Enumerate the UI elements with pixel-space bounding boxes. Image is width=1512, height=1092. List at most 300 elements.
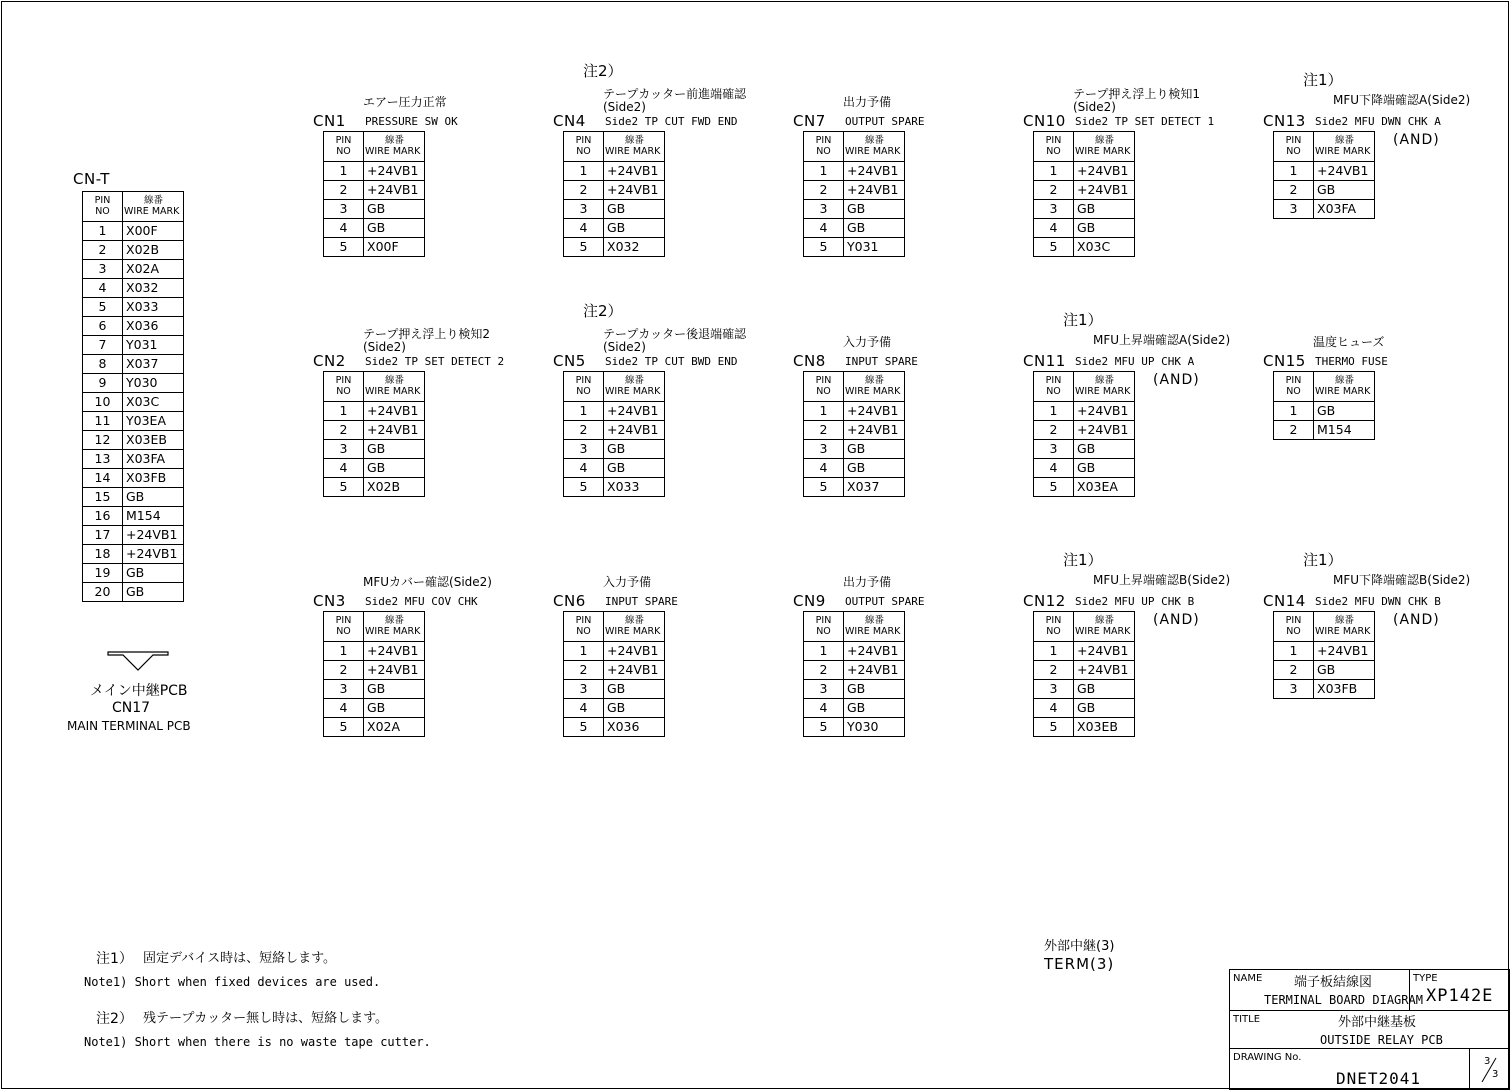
- table-row: [83, 431, 184, 450]
- pin-table: [323, 611, 425, 737]
- table-row: [804, 699, 905, 718]
- pin-table: [803, 131, 905, 257]
- pin-number: 2: [564, 661, 604, 680]
- connector-title-jp: テープカッター前進端確認: [603, 87, 747, 101]
- wire-mark: GB: [1314, 661, 1375, 680]
- table-row: [804, 459, 905, 478]
- term-en: TERM(3): [1044, 955, 1115, 973]
- pin-table: [1273, 611, 1375, 699]
- wire-mark: +24VB1: [1074, 642, 1135, 661]
- wire-mark: GB: [1314, 181, 1375, 200]
- table-row: [83, 298, 184, 317]
- connector-title-jp: 入力予備: [603, 575, 652, 589]
- wire-mark-header-jp: 線番: [1094, 614, 1114, 626]
- connector-title-jp: 出力予備: [843, 95, 892, 109]
- pin-number: 4: [324, 459, 364, 478]
- connector-title-en: PRESSURE SW OK: [365, 115, 458, 128]
- wire-mark-header-en: WIRE MARK: [605, 385, 661, 397]
- table-row: [324, 162, 425, 181]
- table-row: [83, 317, 184, 336]
- term-jp: 外部中継(3): [1044, 939, 1115, 954]
- connector-title-en: Side2 TP SET DETECT 1: [1075, 115, 1215, 128]
- note1-en: Note1) Short when fixed devices are used.: [84, 975, 381, 989]
- table-row: [1034, 181, 1135, 200]
- wire-mark-header: [604, 372, 665, 402]
- pin-table: [1033, 611, 1135, 737]
- pin-number: 2: [324, 181, 364, 200]
- table-row: [1034, 421, 1135, 440]
- wire-mark: X036: [604, 718, 665, 737]
- pin-number: 15: [83, 488, 123, 507]
- table-header: [804, 372, 905, 402]
- wire-mark: GB: [844, 219, 905, 238]
- table-row: [324, 699, 425, 718]
- pin-no-header: PIN NO: [804, 132, 844, 162]
- title-block: [1229, 969, 1510, 1090]
- wire-mark: X00F: [364, 238, 425, 257]
- connector-id: CN3: [313, 592, 346, 610]
- pin-no-header: PIN NO: [804, 612, 844, 642]
- connector-id: CN1: [313, 112, 346, 130]
- pin-number: 2: [804, 421, 844, 440]
- and-label: (AND): [1393, 612, 1440, 628]
- wire-mark: X03FB: [123, 469, 184, 488]
- pin-number: 9: [83, 374, 123, 393]
- note-mark: 注1）: [1063, 551, 1103, 569]
- table-row: [83, 241, 184, 260]
- pin-number: 3: [564, 440, 604, 459]
- pin-number: 19: [83, 564, 123, 583]
- pin-number: 3: [83, 260, 123, 279]
- table-row: [564, 440, 665, 459]
- pin-number: 1: [564, 162, 604, 181]
- wire-mark: GB: [364, 699, 425, 718]
- cn-t-dest-en: MAIN TERMINAL PCB: [67, 719, 191, 733]
- pin-number: 3: [804, 680, 844, 699]
- pin-no-header: PIN NO: [564, 132, 604, 162]
- wire-mark-header-en: WIRE MARK: [365, 385, 421, 397]
- pin-number: 2: [564, 421, 604, 440]
- pin-table: [803, 371, 905, 497]
- connector-id: CN6: [553, 592, 586, 610]
- wire-mark-header-en: WIRE MARK: [1315, 145, 1371, 157]
- and-label: (AND): [1153, 612, 1200, 628]
- wire-mark: GB: [1074, 680, 1135, 699]
- table-row: [83, 393, 184, 412]
- pin-number: 20: [83, 583, 123, 602]
- pin-number: 4: [324, 219, 364, 238]
- pin-number: 17: [83, 526, 123, 545]
- wire-mark-header-en: WIRE MARK: [1315, 625, 1371, 637]
- wire-mark: GB: [844, 680, 905, 699]
- wire-mark-header-en: WIRE MARK: [124, 205, 180, 217]
- connector-id: CN2: [313, 352, 346, 370]
- pin-number: 2: [1034, 181, 1074, 200]
- wire-mark: +24VB1: [844, 661, 905, 680]
- type-value: XP142E: [1426, 986, 1494, 1006]
- connector-id: CN12: [1023, 592, 1066, 610]
- table-header: [324, 132, 425, 162]
- wire-mark-header: [364, 612, 425, 642]
- pin-number: 1: [324, 642, 364, 661]
- connector-id: CN7: [793, 112, 826, 130]
- pin-number: 4: [324, 699, 364, 718]
- table-row: [324, 440, 425, 459]
- table-header: [1034, 372, 1135, 402]
- pin-number: 5: [1034, 718, 1074, 737]
- wire-mark: +24VB1: [1074, 181, 1135, 200]
- pin-table: [323, 131, 425, 257]
- connector-title-en: Side2 TP CUT BWD END: [605, 355, 738, 368]
- table-row: [564, 699, 665, 718]
- table-row: [564, 181, 665, 200]
- wire-mark: GB: [1074, 440, 1135, 459]
- table-row: [564, 421, 665, 440]
- table-row: [564, 478, 665, 497]
- wire-mark: +24VB1: [1314, 162, 1375, 181]
- pin-number: 7: [83, 336, 123, 355]
- pin-no-header: PIN NO: [564, 372, 604, 402]
- table-row: [564, 642, 665, 661]
- wire-mark: +24VB1: [844, 402, 905, 421]
- pin-number: 1: [804, 402, 844, 421]
- connector-title-jp: 温度ヒューズ: [1313, 335, 1385, 349]
- wire-mark-header-en: WIRE MARK: [845, 145, 901, 157]
- table-row: [83, 488, 184, 507]
- wire-mark-header: [1074, 132, 1135, 162]
- pin-table: [803, 611, 905, 737]
- pin-number: 5: [324, 718, 364, 737]
- drawing-value: DNET2041: [1336, 1069, 1422, 1088]
- wire-mark-header-en: WIRE MARK: [365, 145, 421, 157]
- wire-mark: X03FA: [1314, 200, 1375, 219]
- connector-title-en: Side2 MFU UP CHK A: [1075, 355, 1195, 368]
- wire-mark: GB: [1074, 219, 1135, 238]
- pin-number: 1: [324, 402, 364, 421]
- table-row: [564, 661, 665, 680]
- pin-number: 3: [324, 200, 364, 219]
- wire-mark: X037: [844, 478, 905, 497]
- wire-mark: M154: [1314, 421, 1375, 440]
- note2-en: Note1) Short when there is no waste tape cutter.: [84, 1035, 431, 1049]
- table-row: [1034, 219, 1135, 238]
- pin-number: 2: [564, 181, 604, 200]
- table-row: [83, 355, 184, 374]
- connector-title-en: OUTPUT SPARE: [845, 595, 925, 608]
- table-row: [1034, 200, 1135, 219]
- wire-mark: GB: [364, 680, 425, 699]
- title-en: OUTSIDE RELAY PCB: [1320, 1033, 1443, 1047]
- pin-number: 5: [1034, 238, 1074, 257]
- wire-mark-header-jp: 線番: [624, 374, 644, 386]
- pin-number: 1: [1274, 642, 1314, 661]
- note2-jp: 残テープカッター無し時は、短絡します。: [143, 1011, 389, 1026]
- wire-mark: X037: [123, 355, 184, 374]
- table-row: [83, 545, 184, 564]
- wire-mark-header-jp: 線番: [864, 374, 884, 386]
- table-row: [804, 642, 905, 661]
- pin-number: 3: [1274, 200, 1314, 219]
- wire-mark: X03C: [1074, 238, 1135, 257]
- wire-mark-header-en: WIRE MARK: [1075, 145, 1131, 157]
- connector-title-jp: MFU上昇端確認B(Side2): [1093, 573, 1231, 587]
- connector-title-jp: MFU上昇端確認A(Side2): [1093, 333, 1231, 347]
- note-mark: 注2）: [583, 302, 623, 320]
- pin-table: [1273, 131, 1375, 219]
- table-row: [1034, 459, 1135, 478]
- wire-mark-header-jp: 線番: [1334, 614, 1354, 626]
- table-row: [1274, 642, 1375, 661]
- pin-number: 4: [804, 219, 844, 238]
- title-label: TITLE: [1233, 1014, 1261, 1025]
- table-row: [324, 661, 425, 680]
- wire-mark: X00F: [123, 222, 184, 241]
- table-row: [564, 459, 665, 478]
- connector-title-en: Side2 MFU UP CHK B: [1075, 595, 1195, 608]
- connector-id: CN14: [1263, 592, 1306, 610]
- table-row: [1274, 181, 1375, 200]
- table-row: [83, 336, 184, 355]
- table-row: [1274, 402, 1375, 421]
- wire-mark-header-en: WIRE MARK: [845, 385, 901, 397]
- wire-mark-header: [844, 132, 905, 162]
- connector-title-en: INPUT SPARE: [605, 595, 678, 608]
- table-row: [564, 219, 665, 238]
- wire-mark-header-jp: 線番: [624, 134, 644, 146]
- connector-title-en: INPUT SPARE: [845, 355, 918, 368]
- and-label: (AND): [1153, 372, 1200, 388]
- table-row: [1034, 699, 1135, 718]
- table-row: [1274, 680, 1375, 699]
- table-header: [1274, 132, 1375, 162]
- table-row: [804, 421, 905, 440]
- table-row: [83, 412, 184, 431]
- table-row: [804, 219, 905, 238]
- wire-mark-header-en: WIRE MARK: [605, 625, 661, 637]
- table-header: [1034, 612, 1135, 642]
- wire-mark-header: [1314, 372, 1375, 402]
- wire-mark: Y030: [123, 374, 184, 393]
- table-row: [564, 718, 665, 737]
- pin-number: 18: [83, 545, 123, 564]
- table-row: [324, 421, 425, 440]
- connector-title-jp: MFU下降端確認A(Side2): [1333, 93, 1471, 107]
- pin-table: [563, 611, 665, 737]
- table-row: [1274, 421, 1375, 440]
- wire-mark: GB: [1074, 459, 1135, 478]
- pin-no-header: PIN NO: [1274, 372, 1314, 402]
- pin-no-header: PIN NO: [324, 372, 364, 402]
- pin-number: 1: [1274, 402, 1314, 421]
- table-header: [804, 132, 905, 162]
- wire-mark: Y031: [844, 238, 905, 257]
- pin-number: 1: [564, 402, 604, 421]
- pin-number: 2: [1274, 661, 1314, 680]
- wire-mark: +24VB1: [123, 526, 184, 545]
- wire-mark-header: [604, 132, 665, 162]
- table-row: [1274, 200, 1375, 219]
- connector-side: (Side2): [1073, 100, 1116, 114]
- pin-number: 2: [1034, 421, 1074, 440]
- pin-number: 3: [564, 680, 604, 699]
- note-mark: 注1）: [1303, 551, 1343, 569]
- pin-no-header: PIN NO: [1034, 372, 1074, 402]
- wire-mark: +24VB1: [844, 642, 905, 661]
- table-row: [564, 680, 665, 699]
- wire-mark-header: [844, 612, 905, 642]
- table-row: [1274, 661, 1375, 680]
- pin-number: 6: [83, 317, 123, 336]
- wire-mark-header: [1074, 612, 1135, 642]
- wire-mark: GB: [604, 440, 665, 459]
- wire-mark: X03EB: [1074, 718, 1135, 737]
- pin-number: 1: [1034, 162, 1074, 181]
- table-row: [804, 440, 905, 459]
- connector-title-jp: テープ押え浮上り検知2: [363, 327, 491, 341]
- wire-mark: GB: [844, 440, 905, 459]
- connector-title-en: Side2 MFU DWN CHK B: [1315, 595, 1441, 608]
- table-row: [324, 680, 425, 699]
- pin-number: 1: [324, 162, 364, 181]
- wire-mark: +24VB1: [604, 162, 665, 181]
- pin-number: 5: [324, 238, 364, 257]
- table-row: [324, 402, 425, 421]
- table-row: [1034, 440, 1135, 459]
- connector-title-jp: エアー圧力正常: [363, 95, 447, 109]
- wire-mark: X036: [123, 317, 184, 336]
- connector-title-jp: 入力予備: [843, 335, 892, 349]
- connector-id: CN4: [553, 112, 586, 130]
- pin-number: 5: [1034, 478, 1074, 497]
- wire-mark: +24VB1: [364, 661, 425, 680]
- wire-mark: +24VB1: [364, 162, 425, 181]
- wire-mark: X033: [123, 298, 184, 317]
- pin-number: 1: [804, 642, 844, 661]
- table-header: [1274, 372, 1375, 402]
- wire-mark: X03EB: [123, 431, 184, 450]
- wire-mark-header: [1314, 132, 1375, 162]
- connector-title-en: Side2 TP CUT FWD END: [605, 115, 738, 128]
- wire-mark: +24VB1: [604, 642, 665, 661]
- note-mark: 注1）: [1303, 71, 1343, 89]
- name-label: NAME: [1233, 973, 1263, 984]
- table-row: [324, 478, 425, 497]
- wire-mark: Y031: [123, 336, 184, 355]
- pin-no-header: PIN NO: [1274, 132, 1314, 162]
- pin-number: 2: [324, 661, 364, 680]
- down-arrow-icon: [105, 650, 171, 672]
- wire-mark: GB: [1314, 402, 1375, 421]
- pin-number: 1: [804, 162, 844, 181]
- table-row: [1034, 661, 1135, 680]
- and-label: (AND): [1393, 132, 1440, 148]
- connector-title-jp: 出力予備: [843, 575, 892, 589]
- wire-mark: GB: [364, 200, 425, 219]
- wire-mark: +24VB1: [604, 421, 665, 440]
- wire-mark: +24VB1: [1074, 402, 1135, 421]
- pin-number: 3: [324, 680, 364, 699]
- table-row: [83, 583, 184, 602]
- connector-id: CN8: [793, 352, 826, 370]
- pin-table: [563, 131, 665, 257]
- wire-mark: +24VB1: [844, 421, 905, 440]
- pin-table: [1033, 131, 1135, 257]
- wire-mark: GB: [1074, 699, 1135, 718]
- pin-number: 5: [804, 478, 844, 497]
- table-row: [324, 219, 425, 238]
- connector-title-en: Side2 MFU DWN CHK A: [1315, 115, 1441, 128]
- table-row: [83, 507, 184, 526]
- pin-table: [1033, 371, 1135, 497]
- pin-no-header: PIN NO: [804, 372, 844, 402]
- wire-mark-header: [1314, 612, 1375, 642]
- wire-mark: +24VB1: [1074, 661, 1135, 680]
- table-row: [324, 642, 425, 661]
- table-row: [564, 200, 665, 219]
- wire-mark: GB: [364, 219, 425, 238]
- pin-no-header: PIN NO: [83, 192, 123, 222]
- wire-mark: +24VB1: [364, 642, 425, 661]
- pin-number: 3: [804, 440, 844, 459]
- table-row: [324, 238, 425, 257]
- wire-mark: GB: [604, 699, 665, 718]
- wire-mark-header-jp: 線番: [624, 614, 644, 626]
- wire-mark-header-jp: 線番: [384, 134, 404, 146]
- table-row: [804, 162, 905, 181]
- pin-number: 8: [83, 355, 123, 374]
- wire-mark: X03EA: [1074, 478, 1135, 497]
- wire-mark: X033: [604, 478, 665, 497]
- wire-mark: +24VB1: [844, 181, 905, 200]
- pin-number: 5: [324, 478, 364, 497]
- connector-title-jp: テープカッター後退端確認: [603, 327, 747, 341]
- wire-mark-header: [604, 612, 665, 642]
- wire-mark: X02B: [123, 241, 184, 260]
- wire-mark: GB: [123, 564, 184, 583]
- wire-mark-header-jp: 線番: [1094, 374, 1114, 386]
- pin-number: 1: [1274, 162, 1314, 181]
- table-row: [804, 402, 905, 421]
- wire-mark-header: [123, 192, 184, 222]
- connector-id: CN15: [1263, 352, 1306, 370]
- pin-no-header: PIN NO: [324, 132, 364, 162]
- wire-mark: GB: [604, 459, 665, 478]
- wire-mark: +24VB1: [1074, 421, 1135, 440]
- wire-mark: +24VB1: [364, 181, 425, 200]
- table-header: [1274, 612, 1375, 642]
- drawing-label: DRAWING No.: [1233, 1052, 1302, 1063]
- table-row: [83, 526, 184, 545]
- connector-title-jp: MFUカバー確認(Side2): [363, 575, 492, 589]
- pin-number: 5: [804, 238, 844, 257]
- wire-mark: +24VB1: [844, 162, 905, 181]
- wire-mark-header-jp: 線番: [1334, 374, 1354, 386]
- pin-number: 4: [1034, 699, 1074, 718]
- wire-mark-header-jp: 線番: [384, 374, 404, 386]
- wire-mark: GB: [844, 699, 905, 718]
- connector-id: CN10: [1023, 112, 1066, 130]
- wire-mark: +24VB1: [364, 421, 425, 440]
- wire-mark: X02B: [364, 478, 425, 497]
- wire-mark: +24VB1: [1074, 162, 1135, 181]
- table-header: [324, 372, 425, 402]
- wire-mark-header-jp: 線番: [864, 614, 884, 626]
- note-mark: 注1）: [1063, 311, 1103, 329]
- table-header: [1034, 132, 1135, 162]
- pin-no-header: PIN NO: [324, 612, 364, 642]
- wire-mark-header-en: WIRE MARK: [1315, 385, 1371, 397]
- pin-number: 1: [564, 642, 604, 661]
